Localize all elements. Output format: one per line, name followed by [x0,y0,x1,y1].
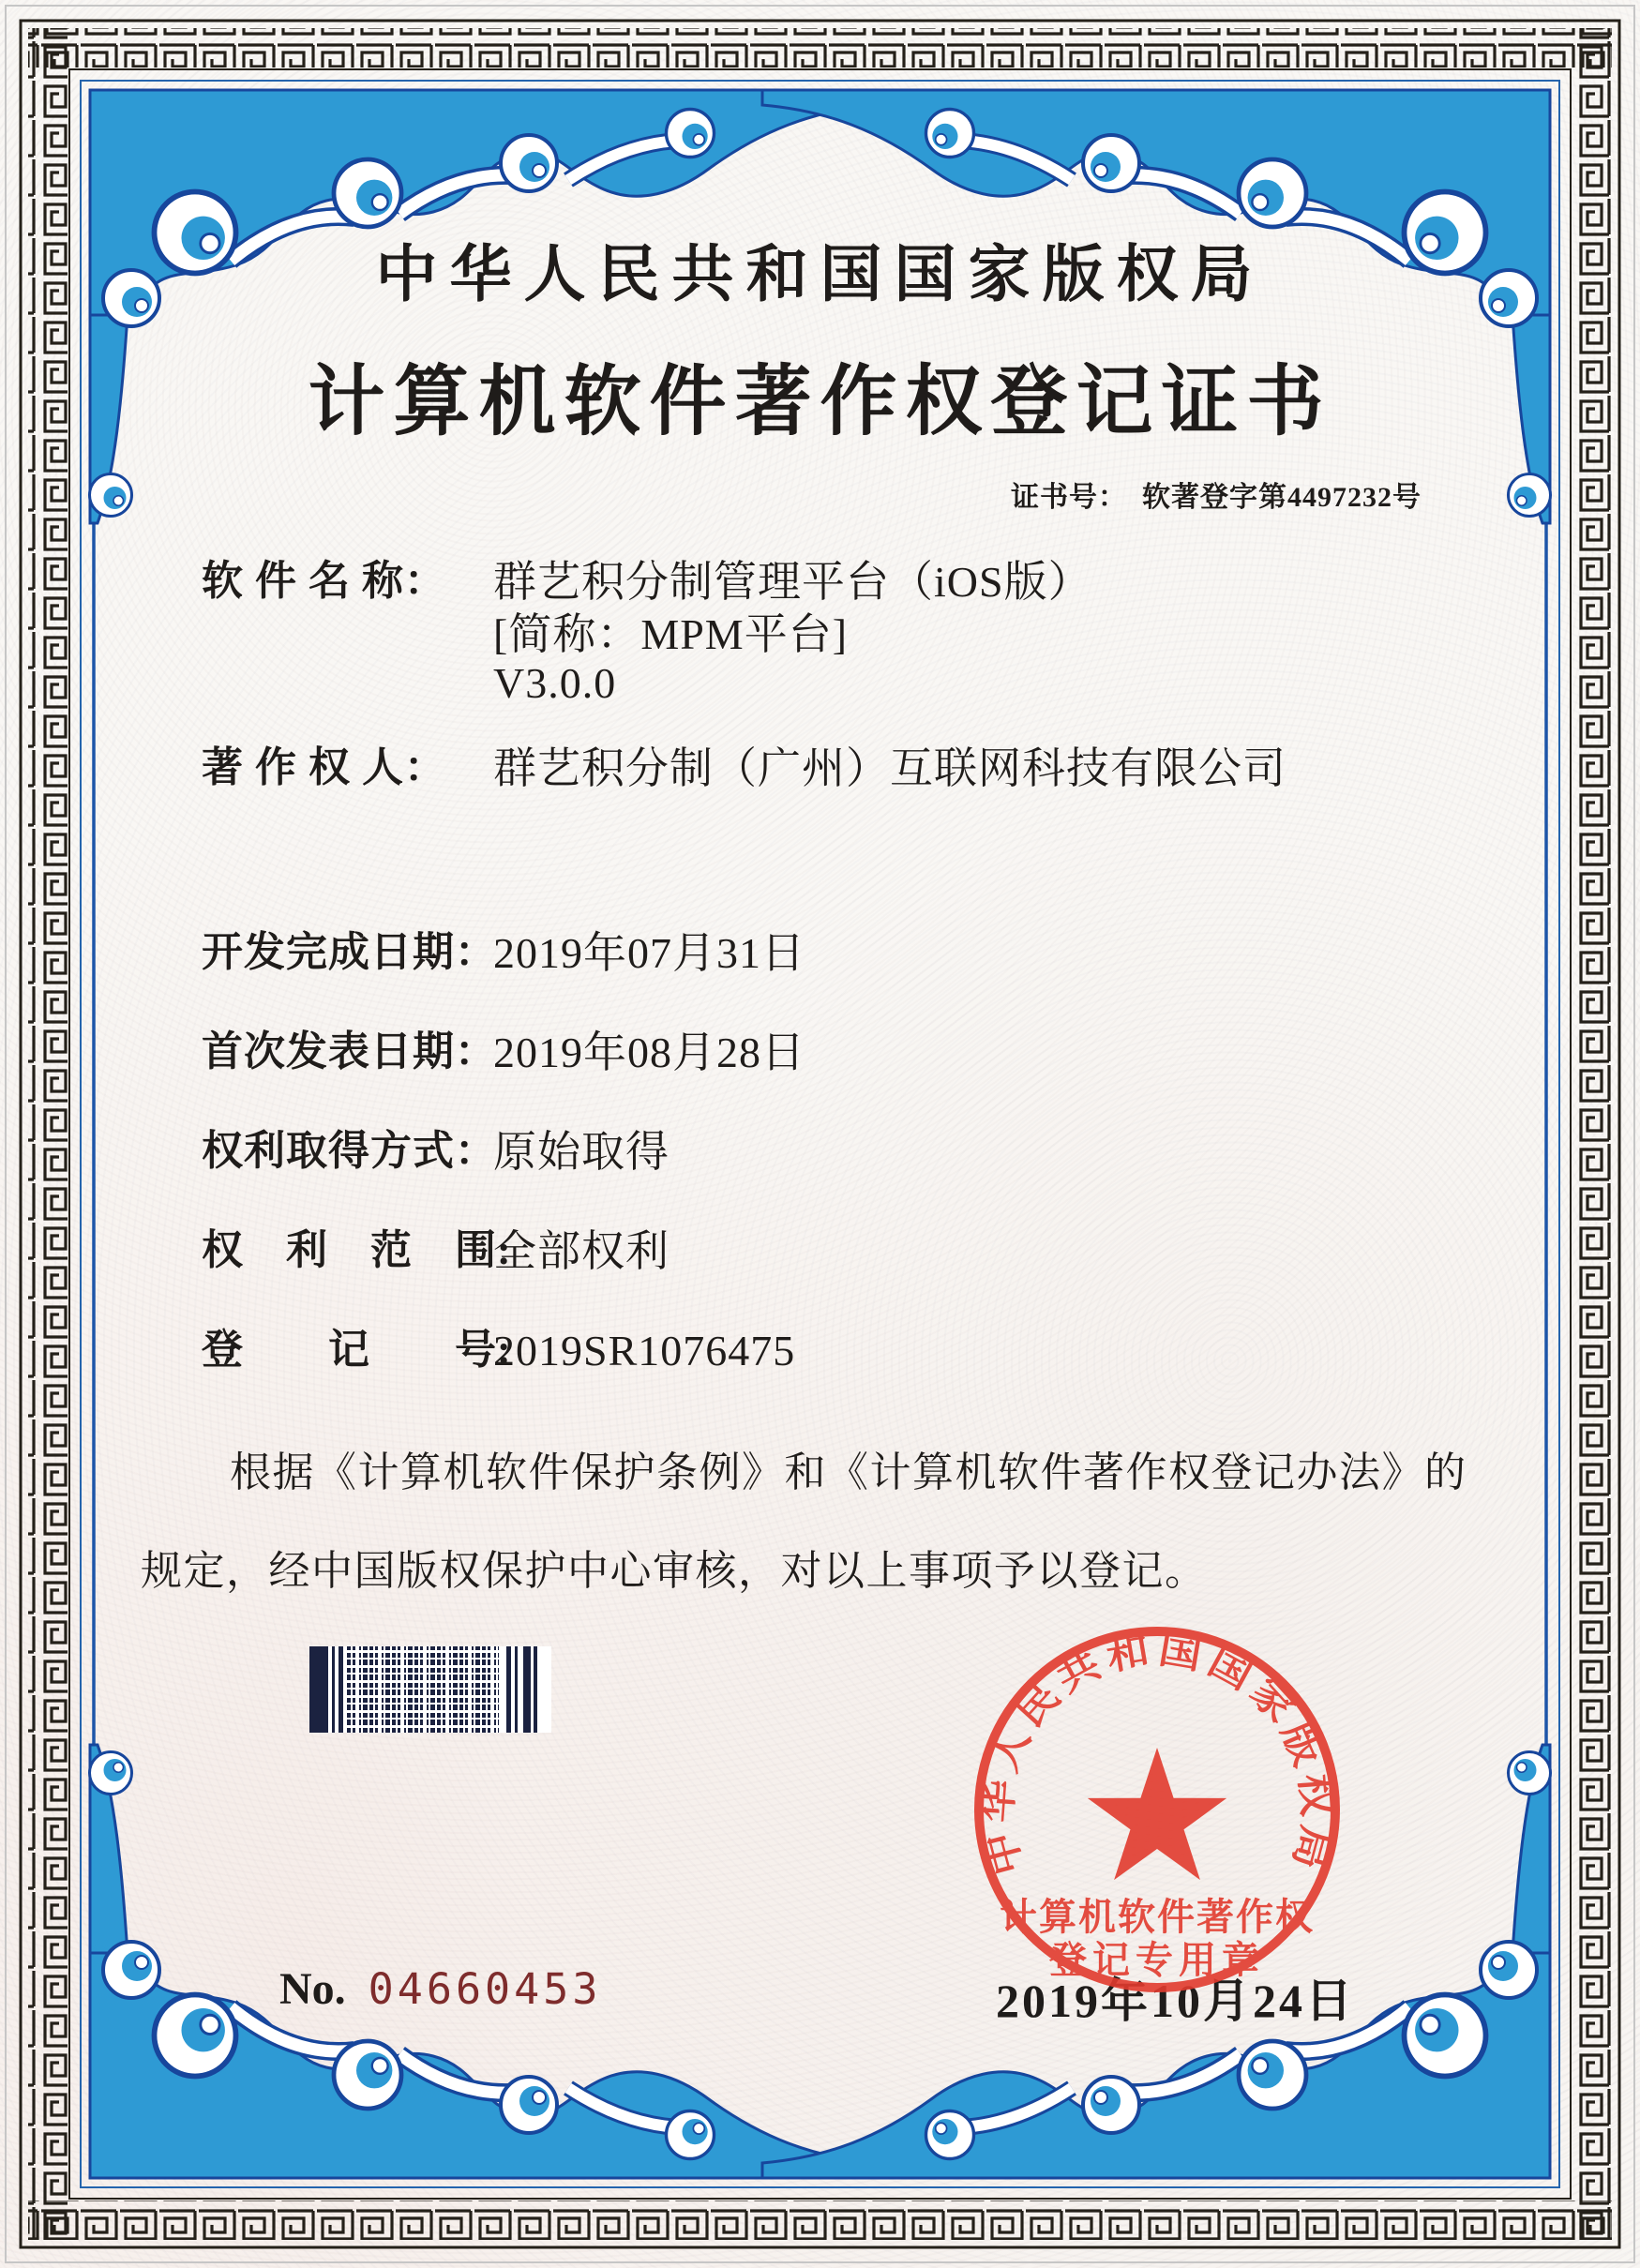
software-name-value: 群艺积分制管理平台（iOS版） [493,558,1092,606]
pub-date-label: 首次发表日期： [202,1029,497,1074]
certificate-title: 计算机软件著作权登记证书 [308,359,1332,444]
authority-title: 中华人民共和国国家版权局 [375,241,1265,309]
scope-value: 全部权利 [493,1227,670,1275]
acquire-value: 原始取得 [493,1128,670,1176]
certificate-number [1011,473,1422,515]
dev-date-value: 2019年07月31日 [493,929,805,977]
reg-no-label: 登 记 号: [202,1327,512,1373]
certificate-number-label: 证书号： [1011,482,1127,513]
seal-ring-text: 中华人民共和国国家版权局 [976,1629,1338,1880]
scope-label: 权 利 范 围: [202,1227,512,1273]
software-name-label: 软 件 名 称： [202,558,446,604]
acquire-label: 权利取得方式： [202,1128,497,1174]
reg-no-value: 2019SR1076475 [493,1327,796,1374]
owner-label: 著 作 权 人： [202,744,446,790]
statement-line-1: 根据《计算机软件保护条例》和《计算机软件著作权登记办法》的 [230,1449,1467,1495]
software-short-name: [简称：MPM平台] [493,610,849,658]
software-version: V3.0.0 [493,659,617,707]
seal-caption-line-2: 登记专用章 [1049,1939,1265,1981]
barcode-data-region [347,1646,499,1733]
statement-line-2: 规定，经中国版权保护中心审核，对以上事项予以登记。 [141,1548,1208,1594]
seal-caption-line-1: 计算机软件著作权 [1000,1896,1315,1938]
barcode [309,1646,551,1733]
issue-date: 2019年10月24日 [996,1975,1355,2027]
owner-value: 群艺积分制（广州）互联网科技有限公司 [493,744,1286,792]
serial-number-row [279,1963,601,2015]
barcode-start-bars [309,1646,343,1733]
official-seal [964,1615,1350,2008]
pub-date-value: 2019年08月28日 [493,1029,805,1076]
serial-value: 04660453 [368,1964,602,2014]
dev-date-label: 开发完成日期： [202,929,497,975]
serial-label: No. [279,1964,346,2014]
certificate-number-value: 软著登字第4497232号 [1142,482,1422,513]
barcode-stop-bars [503,1646,551,1733]
seal-star-icon [1088,1748,1226,1880]
corner-flourish-bottom-left [90,1745,879,2178]
